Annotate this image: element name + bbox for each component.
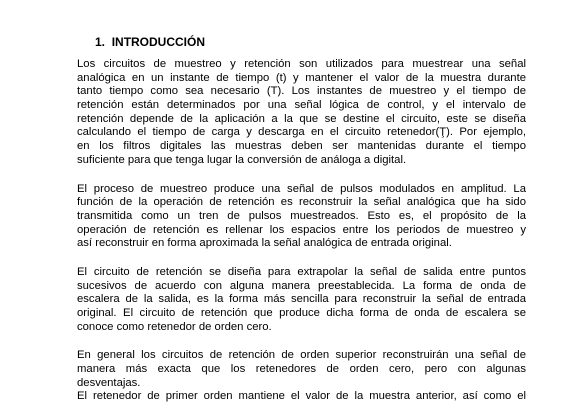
text-line: retención están determinados por una señal lógica de control, y el intervalo de xyxy=(77,99,526,112)
text-line: en los filtros digitales las muestras deben ser mantenidas durante el tiempo xyxy=(77,140,526,153)
text-line: operación de retención es rellenar los espacios entre los periodos de muestreo y xyxy=(77,223,526,236)
body-text xyxy=(77,58,526,415)
text-line: El circuito de retención se diseña para extrapolar la señal de salida entre puntos xyxy=(77,265,526,278)
text-line: así reconstruir en forma aproximada la señal analógica de entrada original. xyxy=(77,237,452,250)
text-line: original. El circuito de retención que produce dicha forma de onda de escalera se xyxy=(77,307,526,319)
text-line: tanto tiempo como sea necesario (T). Los instantes de muestreo y el tiempo de xyxy=(77,85,526,98)
section-number: 1. xyxy=(95,35,106,49)
text-line: sucesivos de acuerdo con alguna manera preestablecida. La forma de onda de xyxy=(77,279,526,292)
text-line: Los circuitos de muestreo y retención son utilizados para muestrear una señal xyxy=(77,58,526,70)
text-line: conoce como retenedor de orden cero. xyxy=(77,320,272,333)
text-line: retención depende de la aplicación a la que se destine el circuito, este se diseña xyxy=(77,112,526,125)
text-line: desventajas. xyxy=(77,376,141,389)
text-line: suficiente para que tenga lugar la conversión de análoga a digital. xyxy=(77,153,407,166)
section-title: INTRODUCCIÓN xyxy=(111,35,206,49)
text-line: calculando el tiempo de carga y descarga en el circuito retenedor(Ţ). Por ejemplo, xyxy=(77,126,526,139)
paragraph-hold-circuit xyxy=(77,266,526,334)
text-line: transmitida como un tren de pulsos muestreados. Esto es, el propósito de la xyxy=(77,209,526,222)
paragraph-sampling-process xyxy=(77,183,526,251)
text-line: función de la operación de retención es reconstruir la señal analógica que ha sido xyxy=(77,196,526,209)
paragraph-intro xyxy=(77,58,526,168)
text-line: manera más exacta que los retenedores de orden cero, pero con algunas xyxy=(77,363,526,376)
text-line: analógica en un instante de tiempo (t) y mantener el valor de la muestra durante xyxy=(77,71,526,84)
text-line: El proceso de muestreo produce una señal de pulsos modulados en amplitud. La xyxy=(77,182,526,195)
paragraph-higher-order xyxy=(77,349,526,404)
text-line: El retenedor de primer orden mantiene el valor de la muestra anterior, así como el xyxy=(77,390,526,403)
text-line: escalera de la salida, es la forma más sencilla para reconstruir la señal de entrada xyxy=(77,293,526,306)
section-heading xyxy=(95,34,205,50)
text-line: En general los circuitos de retención de orden superior reconstruirán una señal de xyxy=(77,349,526,362)
